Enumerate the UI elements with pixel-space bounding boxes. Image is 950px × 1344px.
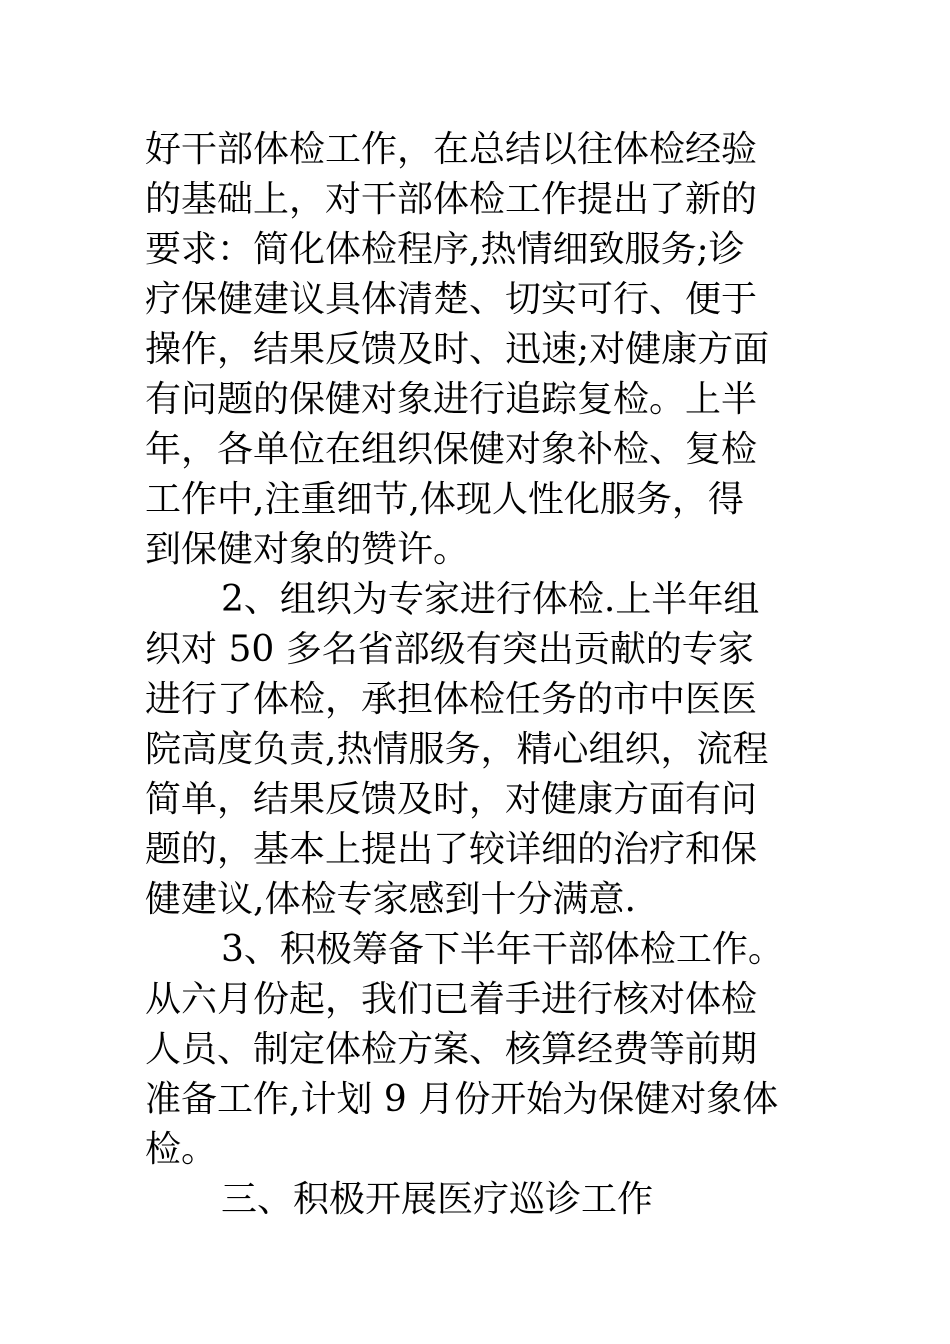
- text-line: 健建议,体检专家感到十分满意.: [145, 879, 636, 920]
- text-line: 年，各单位在组织保健对象补检、复检: [145, 429, 758, 470]
- text-line: 要求：简化体检程序,热情细致服务;诊: [145, 229, 745, 270]
- paragraph-start-line: 3、积极筹备下半年干部体检工作。: [221, 929, 784, 970]
- text-line: 简单，结果反馈及时，对健康方面有问: [145, 779, 758, 820]
- text-line: 的基础上，对干部体检工作提出了新的: [145, 179, 758, 220]
- text-line: 疗保健建议具体清楚、切实可行、便于: [145, 279, 758, 320]
- text-line: 题的，基本上提出了较详细的治疗和保: [145, 829, 758, 870]
- text-line: 到保健对象的赞许。: [145, 529, 470, 570]
- text-line: 院高度负责,热情服务，精心组织，流程: [145, 729, 769, 770]
- text-line: 织对 50 多名省部级有突出贡献的专家: [145, 629, 754, 670]
- text-line: 好干部体检工作，在总结以往体检经验: [145, 129, 758, 170]
- text-line: 检。: [145, 1129, 218, 1170]
- text-line: 人员、制定体检方案、核算经费等前期: [145, 1029, 758, 1070]
- text-line: 工作中,注重细节,体现人性化服务，得: [145, 479, 744, 520]
- text-line: 有问题的保健对象进行追踪复检。上半: [145, 379, 758, 420]
- text-line: 进行了体检，承担体检任务的市中医医: [145, 679, 758, 720]
- section-heading: 三、积极开展医疗巡诊工作: [221, 1179, 654, 1220]
- paragraph-start-line: 2、组织为专家进行体检.上半年组: [221, 579, 760, 620]
- text-line: 从六月份起，我们已着手进行核对体检: [145, 979, 758, 1020]
- text-line: 准备工作,计划 9 月份开始为保健对象体: [145, 1079, 779, 1120]
- text-line: 操作，结果反馈及时、迅速;对健康方面: [145, 329, 770, 370]
